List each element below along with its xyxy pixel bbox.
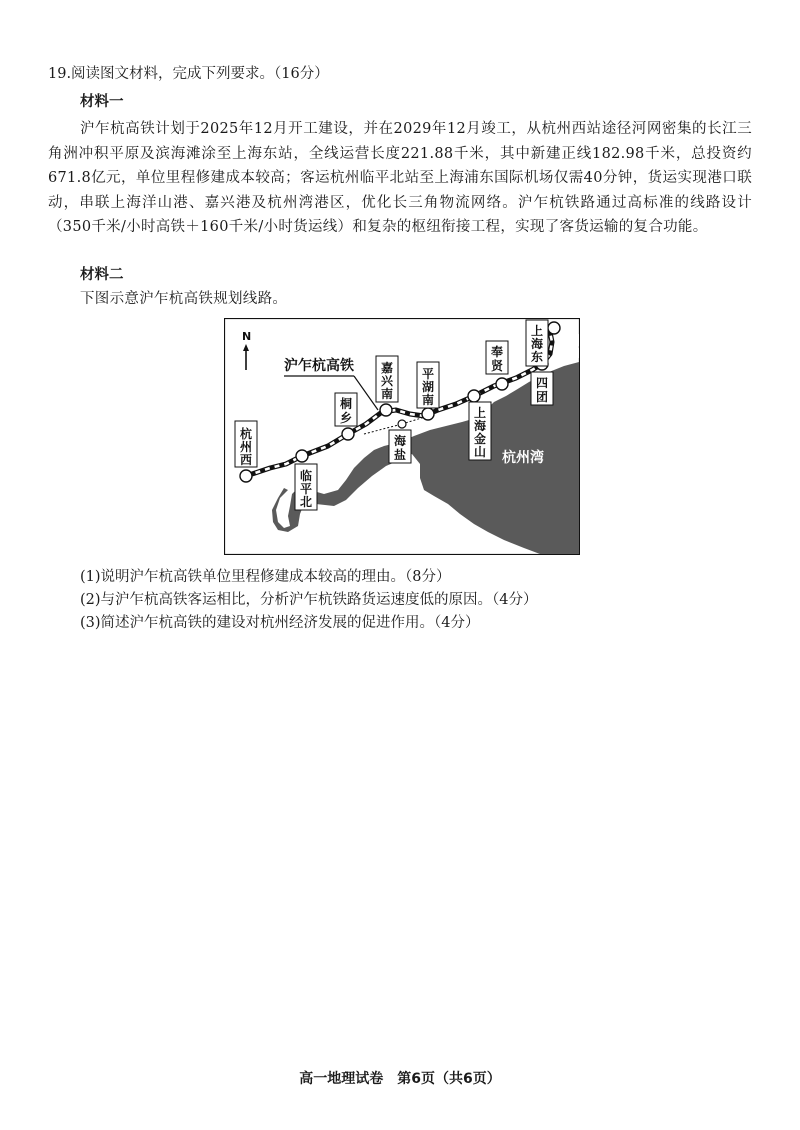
label-pinghu-south: [417, 362, 439, 408]
svg-text:嘉: 嘉: [380, 361, 394, 375]
svg-text:团: 团: [535, 390, 549, 404]
station-marker-pinghu-south: [422, 408, 434, 420]
svg-text:奉: 奉: [490, 345, 504, 359]
svg-text:平: 平: [421, 367, 435, 381]
svg-text:杭: 杭: [239, 427, 253, 441]
station-marker-jiaxing-south: [380, 404, 392, 416]
north-label: N: [242, 330, 252, 343]
label-tongxiang: [335, 393, 357, 426]
station-marker-shanghai-jinshan: [468, 390, 480, 402]
station-marker-tongxiang: [342, 428, 354, 440]
label-fengxian: [486, 341, 508, 374]
svg-text:兴: 兴: [380, 374, 394, 388]
svg-text:上: 上: [473, 406, 487, 420]
svg-text:乡: 乡: [339, 411, 353, 425]
bay-label: 杭州湾: [502, 450, 544, 466]
railway-map-svg: [224, 318, 580, 555]
station-marker-linping-north: [296, 450, 308, 462]
station-marker-haiyan: [398, 420, 406, 428]
railway-map: [224, 318, 580, 555]
station-marker-shanghai-east: [548, 322, 560, 334]
svg-text:海: 海: [393, 434, 407, 448]
svg-text:湖: 湖: [421, 380, 435, 394]
svg-text:贤: 贤: [490, 359, 504, 373]
question-title: 19.阅读图文材料，完成下列要求。（16分）: [48, 66, 329, 82]
svg-text:海: 海: [473, 419, 487, 433]
svg-text:东: 东: [530, 350, 544, 364]
svg-text:金: 金: [473, 432, 487, 446]
svg-text:盐: 盐: [393, 448, 407, 462]
svg-text:桐: 桐: [339, 397, 353, 411]
svg-text:临: 临: [299, 469, 313, 483]
label-shanghai-east: [526, 320, 548, 366]
label-linping-north: [295, 464, 317, 510]
sub-question-2: (2)与沪乍杭高铁客运相比，分析沪乍杭铁路货运速度低的原因。（4分）: [80, 592, 538, 608]
label-jiaxing-south: [376, 356, 398, 402]
station-marker-fengxian: [496, 378, 508, 390]
svg-text:山: 山: [473, 445, 487, 459]
svg-text:平: 平: [299, 482, 313, 496]
page-footer: 高一地理试卷 第6页（共6页）: [299, 1071, 501, 1087]
svg-text:州: 州: [239, 440, 253, 454]
svg-text:海: 海: [530, 337, 544, 351]
railway-label: 沪乍杭高铁: [284, 358, 354, 374]
material2-heading: 材料二: [80, 266, 124, 283]
svg-text:西: 西: [239, 453, 253, 467]
sub-question-3: (3)简述沪乍杭高铁的建设对杭州经济发展的促进作用。（4分）: [80, 615, 480, 631]
label-haiyan: [389, 430, 411, 463]
svg-text:南: 南: [421, 393, 435, 407]
label-hangzhou-west: [235, 421, 257, 467]
sub-question-1: (1)说明沪乍杭高铁单位里程修建成本较高的理由。（8分）: [80, 569, 451, 585]
material1-heading: 材料一: [80, 93, 124, 110]
svg-text:四: 四: [535, 376, 549, 390]
svg-text:北: 北: [299, 495, 313, 509]
material1-text: 沪乍杭高铁计划于2025年12月开工建设，并在2029年12月竣工，从杭州西站途径河网密集的长江三角洲冲积平原及滨海滩涂至上海东站，全线运营长度221.88千米，其中新建正线182.98千米，总投资约671.8亿元，单位里程修建成本较高；客运杭州临平北站至上海浦东国际机场仅需40分钟，货运实现港口联动，串联上海洋山港、嘉兴港及杭州湾港区，优化长三角物流网络。沪乍杭铁路通过高标准的线路设计（350千米/小时高铁＋160千米/小时货运线）和复杂的枢纽衔接工程，实现了客货运输的复合功能。: [48, 121, 752, 235]
station-marker-hangzhou-west: [240, 470, 252, 482]
svg-text:南: 南: [380, 387, 394, 401]
svg-text:上: 上: [530, 324, 544, 338]
label-situan: [531, 372, 553, 405]
label-shanghai-jinshan: [469, 402, 491, 460]
material2-text: 下图示意沪乍杭高铁规划线路。: [80, 291, 288, 307]
